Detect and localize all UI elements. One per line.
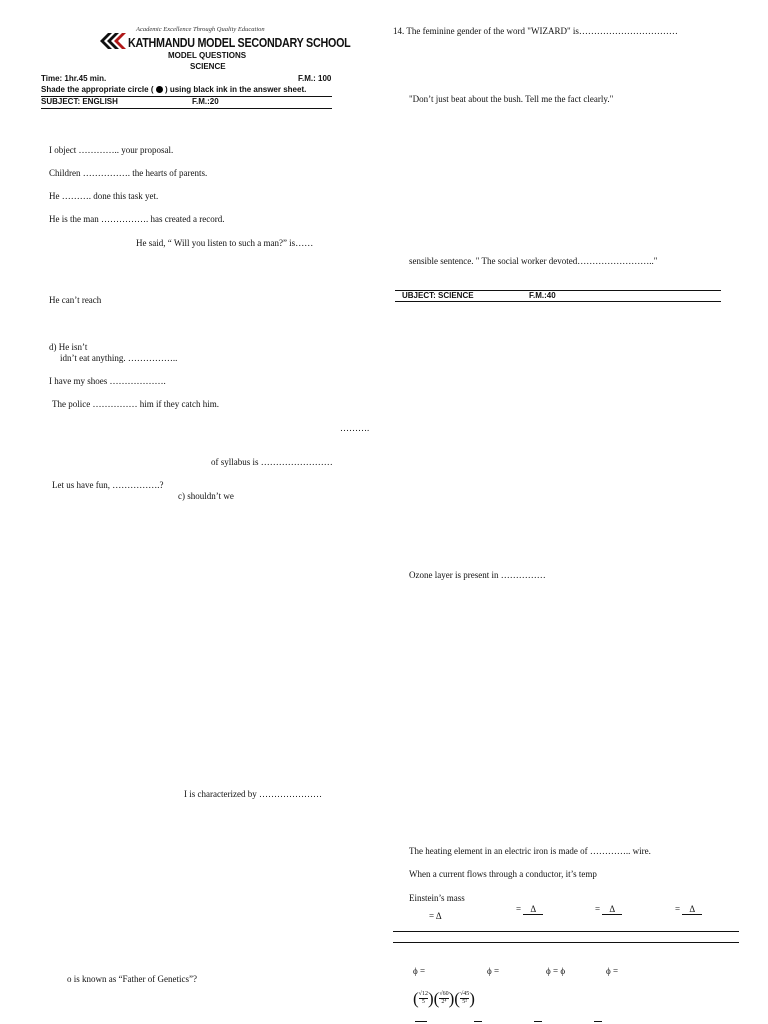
delta-over-blank: Δ — [602, 905, 622, 915]
surd-product-expression: ( $\frac{√12}{5}$ )( $\frac{√60}{\text{2⁴}}$ )( $\frac{√45}{\text{5²}}$ ) — [413, 989, 475, 1008]
question-father-genetics: o is known as “Father of Genetics”? — [67, 974, 197, 984]
phi-option-b: ϕ = — [487, 966, 500, 976]
english-full-marks: F.M.:20 — [192, 97, 219, 106]
filled-circle-icon — [156, 86, 163, 93]
phi-option-a: ϕ = — [413, 966, 426, 976]
full-marks: F.M.: 100 — [298, 74, 332, 83]
subject-title: SCIENCE — [190, 62, 226, 71]
cropped-answer-blank — [594, 1021, 602, 1022]
question-cant-reach: He can’t reach — [49, 295, 102, 305]
cropped-answer-blank — [415, 1021, 427, 1022]
shading-instruction — [41, 85, 306, 94]
dots-fragment: ………. — [340, 423, 370, 433]
cropped-answer-blank — [534, 1021, 542, 1022]
math-divider-bottom — [393, 942, 739, 943]
question-police: The police …………… him if they catch him. — [52, 399, 219, 409]
cropped-answer-blank — [474, 1021, 482, 1022]
question-einstein-mass: Einstein’s mass — [409, 893, 465, 903]
math-divider-top — [393, 931, 739, 932]
school-logo-icon — [100, 33, 128, 49]
instruction-post: ) using black ink in the answer sheet. — [164, 85, 307, 94]
option-c-delta — [595, 904, 622, 915]
phi-option-c: ϕ = ϕ — [546, 966, 566, 976]
question-didnt-eat: idn’t eat anything. …………….. — [60, 353, 178, 363]
science-divider-bottom — [395, 301, 721, 302]
question-shoes: I have my shoes ………………. — [49, 376, 166, 386]
english-subject-heading: SUBJECT: ENGLISH — [41, 97, 118, 106]
school-name: KATHMANDU MODEL SECONDARY SCHOOL — [128, 36, 351, 50]
question-syllabus: of syllabus is …………………… — [211, 457, 333, 467]
fraction-sqrt-45: $\frac{√45}{\text{5²}}$ — [459, 991, 470, 1005]
option-d-delta — [675, 904, 702, 915]
question-social-worker: sensible sentence. " The social worker devoted…………………….." — [409, 256, 658, 266]
school-logo — [100, 33, 128, 49]
equals-sign: = — [516, 904, 522, 914]
fraction-sqrt-12: $\frac{√12}{5}$ — [418, 991, 428, 1005]
question-heating-element: The heating element in an electric iron is made of ………….. wire. — [409, 846, 651, 856]
question-ozone-layer: Ozone layer is present in …………… — [409, 570, 546, 580]
question-reported-speech: He said, “ Will you listen to such a man?” is…… — [136, 238, 314, 248]
fraction-sqrt-60: $\frac{√60}{\text{2⁴}}$ — [439, 991, 449, 1005]
question-current-conductor: When a current flows through a conductor, it’s temp — [409, 869, 597, 879]
exam-time: Time: 1hr.45 min. — [41, 74, 107, 83]
question-let-us-have-fun: Let us have fun, …………….? — [52, 480, 164, 490]
question-beat-about-bush: "Don’t just beat about the bush. Tell me the fact clearly." — [409, 94, 614, 104]
paper-title: MODEL QUESTIONS — [168, 51, 247, 60]
question-children: Children ……………. the hearts of parents. — [49, 168, 208, 178]
phi-option-d: ϕ = — [606, 966, 619, 976]
equals-sign: = — [595, 904, 601, 914]
question-object: I object ………….. your proposal. — [49, 145, 174, 155]
option-shouldnt-we: c) shouldn’t we — [178, 491, 234, 501]
instruction-pre: Shade the appropriate circle ( — [41, 85, 154, 94]
delta-over-blank: Δ — [682, 905, 702, 915]
equals-sign: = — [675, 904, 681, 914]
question-characterized: I is characterized by ………………… — [184, 789, 322, 799]
option-b-delta — [516, 904, 543, 915]
science-subject-heading: UBJECT: SCIENCE — [402, 291, 474, 300]
school-tagline: Academic Excellence Through Quality Education — [136, 26, 265, 33]
header-divider-bottom — [41, 108, 332, 109]
question-man-record: He is the man ……………. has created a record. — [49, 214, 225, 224]
option-he-isnt: d) He isn’t — [49, 342, 88, 352]
question-done-task: He ………. done this task yet. — [49, 191, 159, 201]
delta-over-blank: Δ — [523, 905, 543, 915]
question-feminine-gender: 14. The feminine gender of the word "WIZARD" is…………………………… — [393, 26, 678, 36]
science-full-marks: F.M.:40 — [529, 291, 556, 300]
option-a-delta: = Δ — [429, 911, 442, 921]
